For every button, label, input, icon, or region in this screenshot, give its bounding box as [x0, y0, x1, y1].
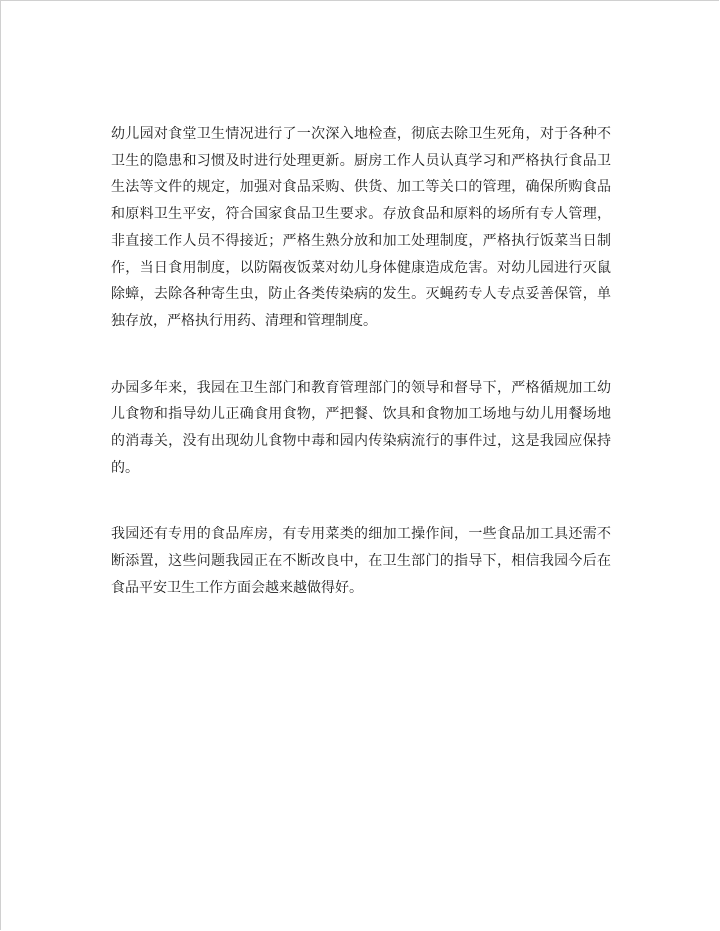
paragraph-3: 我园还有专用的食品库房，有专用菜类的细加工操作间，一些食品加工具还需不断添置，这些问题我园正在不断改良中，在卫生部门的指导下，相信我园今后在食品平安卫生工作方面会越来越做得好。 [111, 526, 611, 596]
paragraph-2: 办园多年来，我园在卫生部门和教育管理部门的领导和督导下，严格循规加工幼儿食物和指导幼儿正确食用食物，严把餐、饮具和食物加工场地与幼儿用餐场地的消毒关，没有出现幼儿食物中毒和园内传染病流行的事件过，这是我园应保持的。 [111, 379, 611, 476]
paragraph-1: 幼儿园对食堂卫生情况进行了一次深入地检查，彻底去除卫生死角，对于各种不卫生的隐患和习惯及时进行处理更新。厨房工作人员认真学习和严格执行食品卫生法等文件的规定，加强对食品采购、供货、加工等关口的管理，确保所购食品和原料卫生平安，符合国家食品卫生要求。存放食品和原料的场所有专人管理，非直接工作人员不得接近；严格生熟分放和加工处理制度，严格执行饭菜当日制作，当日食用制度，以防隔夜饭菜对幼儿身体健康造成危害。对幼儿园进行灭鼠除蟑，去除各种寄生虫，防止各类传染病的发生。灭蝇药专人专点妥善保管，单独存放，严格执行用药、清理和管理制度。 [111, 126, 611, 329]
document-body [111, 121, 611, 602]
